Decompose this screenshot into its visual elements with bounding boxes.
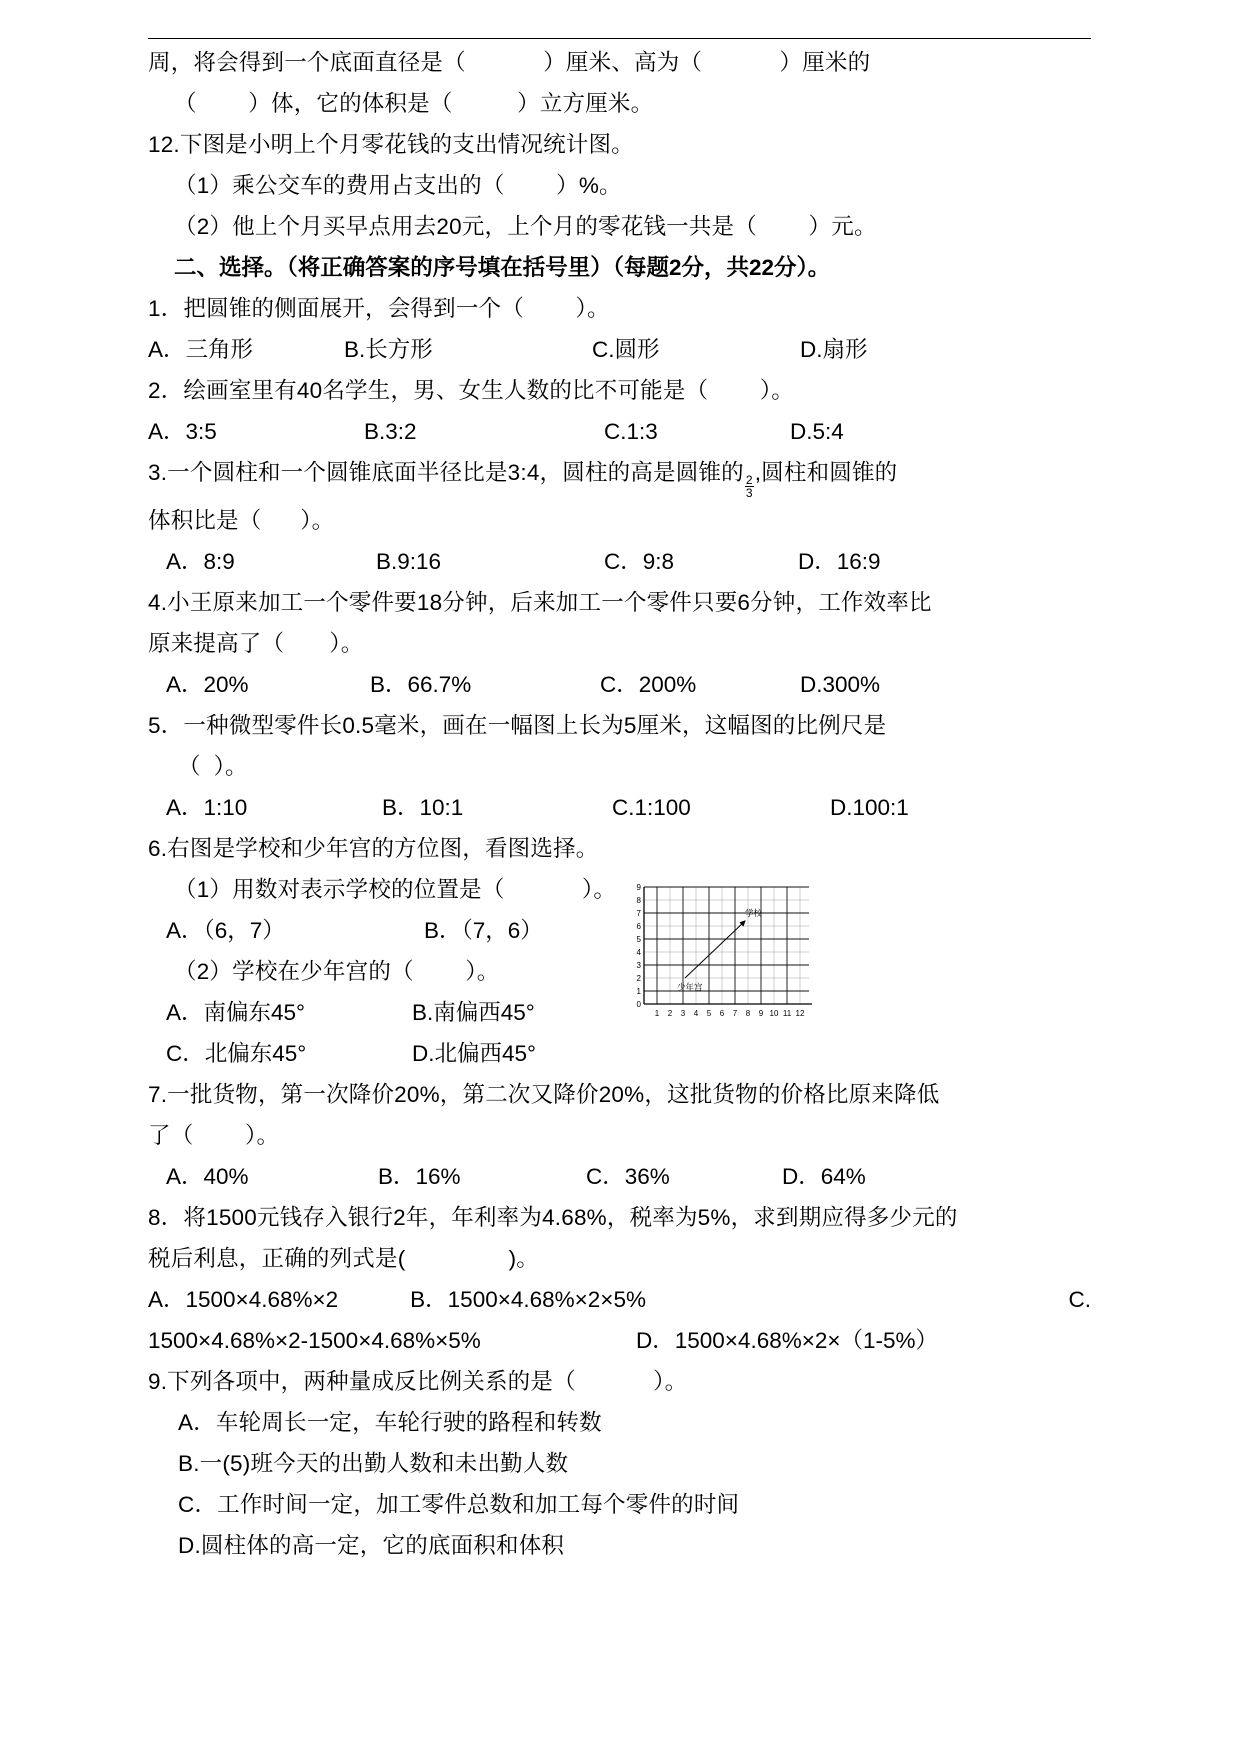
question-6-part-1-option-a[interactable]: A．（6，7） [166,917,285,943]
question-4-option-a[interactable]: A．20% [166,671,249,697]
question-2-option-c[interactable]: C.1:3 [604,419,658,444]
question-3-options [148,541,1091,582]
question-3-option-c[interactable]: C．9:8 [604,548,675,574]
question-9-stem: 9.下列各项中，两种量成反比例关系的是（ ）。 [148,1368,688,1394]
question-2-option-a[interactable]: A．3:5 [148,419,217,444]
question-3-option-b[interactable]: B.9:16 [376,548,442,574]
question-5-stem: 5．一种微型零件长0.5毫米，画在一幅图上长为5厘米，这幅图的比例尺是 [148,712,887,738]
question-2-option-d[interactable]: D.5:4 [790,419,844,444]
question-4-option-c[interactable]: C．200% [600,671,697,697]
x-tick-4: 4 [693,1009,699,1018]
question-4-option-b[interactable]: B．66.7% [370,671,472,697]
question-1-option-a[interactable]: A．三角形 [148,337,254,362]
question-3-stem-part-1: 3.一个圆柱和一个圆锥底面半径比是3:4，圆柱的高是圆锥的 [148,460,744,485]
question-9-option-a[interactable]: A．车轮周长一定，车轮行驶的路程和转数 [178,1409,602,1435]
question-3-option-d[interactable]: D．16:9 [798,548,881,574]
question-7-option-d[interactable]: D．64% [782,1163,866,1189]
x-tick-5: 5 [706,1009,712,1018]
y-tick-8: 8 [636,896,641,905]
question-1-options [148,329,1091,370]
question-5-stem-cont: （ ）。 [178,753,248,779]
question-2-option-b[interactable]: B.3:2 [364,419,417,444]
question-3-stem-cont: 体积比是（ ）。 [148,507,335,533]
question-5-option-c[interactable]: C.1:100 [612,794,691,820]
y-tick-1: 1 [636,987,641,996]
question-8-option-c-label[interactable]: C. [1068,1286,1091,1312]
question-6-part-1: （1）用数对表示学校的位置是（ ）。 [174,876,617,902]
question-7-option-a[interactable]: A．40% [166,1163,249,1189]
question-8-option-c-expression[interactable]: 1500×4.68%×2-1500×4.68%×5% [148,1327,481,1353]
x-tick-11: 11 [782,1009,792,1018]
question-6-part-2-options-row-2 [148,1033,1091,1074]
youth-palace-label: 少年宫 [677,982,703,992]
question-4-stem: 4.小王原来加工一个零件要18分钟，后来加工一个零件只要6分钟，工作效率比 [148,589,932,615]
question-9-option-d[interactable]: D.圆柱体的高一定，它的底面积和体积 [178,1532,565,1558]
x-tick-7: 7 [732,1009,738,1018]
question-9-option-b[interactable]: B.一(5)班今天的出勤人数和未出勤人数 [178,1450,569,1476]
question-8-option-b[interactable]: B．1500×4.68%×2×5% [410,1286,646,1312]
question-4-options [148,664,1091,705]
question-1-option-c[interactable]: C.圆形 [592,337,660,362]
y-tick-6: 6 [636,922,641,931]
question-6-part-2-option-b[interactable]: B.南偏西45° [412,999,535,1025]
question-1-option-d[interactable]: D.扇形 [800,337,868,362]
y-tick-0: 0 [636,1000,641,1009]
question-4-option-d[interactable]: D.300% [800,671,881,697]
question-2-options [148,411,1091,452]
x-axis-tick-labels [655,1009,805,1018]
question-8-option-a[interactable]: A．1500×4.68%×2 [148,1286,339,1312]
question-6-part-1-option-b[interactable]: B．（7，6） [424,917,543,943]
x-tick-6: 6 [719,1009,725,1018]
question-5-option-d[interactable]: D.100:1 [830,794,909,820]
school-label: 学校 [745,908,763,918]
question-8-options-row-2 [148,1320,1091,1361]
question-6-part-2-option-a[interactable]: A．南偏东45° [166,999,306,1025]
question-6-stem: 6.右图是学校和少年宫的方位图，看图选择。 [148,835,599,861]
exam-body [148,0,1091,1566]
question-5-option-a[interactable]: A．1:10 [166,794,248,820]
question-3-stem [148,452,1091,500]
y-tick-4: 4 [636,948,641,957]
fraction-numerator: 2 [745,472,753,487]
question-7-stem-cont: 了（ ）。 [148,1122,280,1148]
fill-in-line-2: （ ）体，它的体积是（ ）立方厘米。 [174,91,654,116]
y-axis-tick-labels [637,883,642,1009]
grid-minor-lines [644,887,809,1004]
question-12-part-2: （2）他上个月买早点用去20元，上个月的零花钱一共是（ ）元。 [174,214,877,239]
y-tick-7: 7 [636,909,641,918]
question-12-stem: 12.下图是小明上个月零花钱的支出情况统计图。 [148,132,634,157]
fraction-two-thirds [745,474,754,500]
question-6-part-2-option-c[interactable]: C．北偏东45° [166,1040,307,1066]
x-tick-12: 12 [795,1009,805,1018]
position-grid-svg [617,882,822,1034]
direction-arrow [685,921,745,978]
x-tick-3: 3 [680,1009,686,1018]
question-2-stem: 2．绘画室里有40名学生，男、女生人数的比不可能是（ ）。 [148,378,795,403]
grid-major-lines [644,887,809,1004]
question-7-stem: 7.一批货物，第一次降价20%，第二次又降价20%，这批货物的价格比原来降低 [148,1081,940,1107]
section-2-heading: 二、选择。（将正确答案的序号填在括号里）（每题2分，共22分）。 [174,255,831,280]
question-8-stem: 8．将1500元钱存入银行2年，年利率为4.68%，税率为5%，求到期应得多少元的 [148,1204,958,1230]
question-9-option-c[interactable]: C．工作时间一定，加工零件总数和加工每个零件的时间 [178,1491,740,1517]
question-6-part-2-option-d[interactable]: D.北偏西45° [412,1040,537,1066]
question-5-option-b[interactable]: B．10:1 [382,794,464,820]
question-6-part-2: （2）学校在少年宫的（ ）。 [174,958,500,984]
question-5-options [148,787,1091,828]
y-tick-9: 9 [636,883,641,892]
question-8-stem-cont: 税后利息，正确的列式是( )。 [148,1245,540,1271]
question-8-options-row-1 [148,1279,1091,1320]
position-grid-figure [617,882,822,1034]
header-rule [148,38,1091,39]
question-3-option-a[interactable]: A．8:9 [166,548,235,574]
x-tick-1: 1 [654,1009,660,1018]
question-7-option-b[interactable]: B．16% [378,1163,461,1189]
x-tick-9: 9 [758,1009,764,1018]
question-1-option-b[interactable]: B.长方形 [344,337,433,362]
x-tick-8: 8 [745,1009,751,1018]
x-tick-10: 10 [769,1009,779,1018]
question-3-stem-part-2: ,圆柱和圆锥的 [754,460,898,485]
y-tick-3: 3 [636,961,641,970]
question-1-stem: 1．把圆锥的侧面展开，会得到一个（ ）。 [148,296,610,321]
y-tick-2: 2 [636,974,641,983]
y-tick-5: 5 [636,935,641,944]
question-7-options [148,1156,1091,1197]
question-12-part-1: （1）乘公交车的费用占支出的（ ）%。 [174,173,622,198]
question-4-stem-cont: 原来提高了（ ）。 [148,630,364,656]
fill-in-line-1: 周，将会得到一个底面直径是（ ）厘米、高为（ ）厘米的 [148,50,871,75]
question-7-option-c[interactable]: C．36% [586,1163,670,1189]
question-8-option-d[interactable]: D．1500×4.68%×2×（1-5%） [636,1327,939,1353]
x-tick-2: 2 [667,1009,673,1018]
fraction-denominator: 3 [745,486,753,501]
